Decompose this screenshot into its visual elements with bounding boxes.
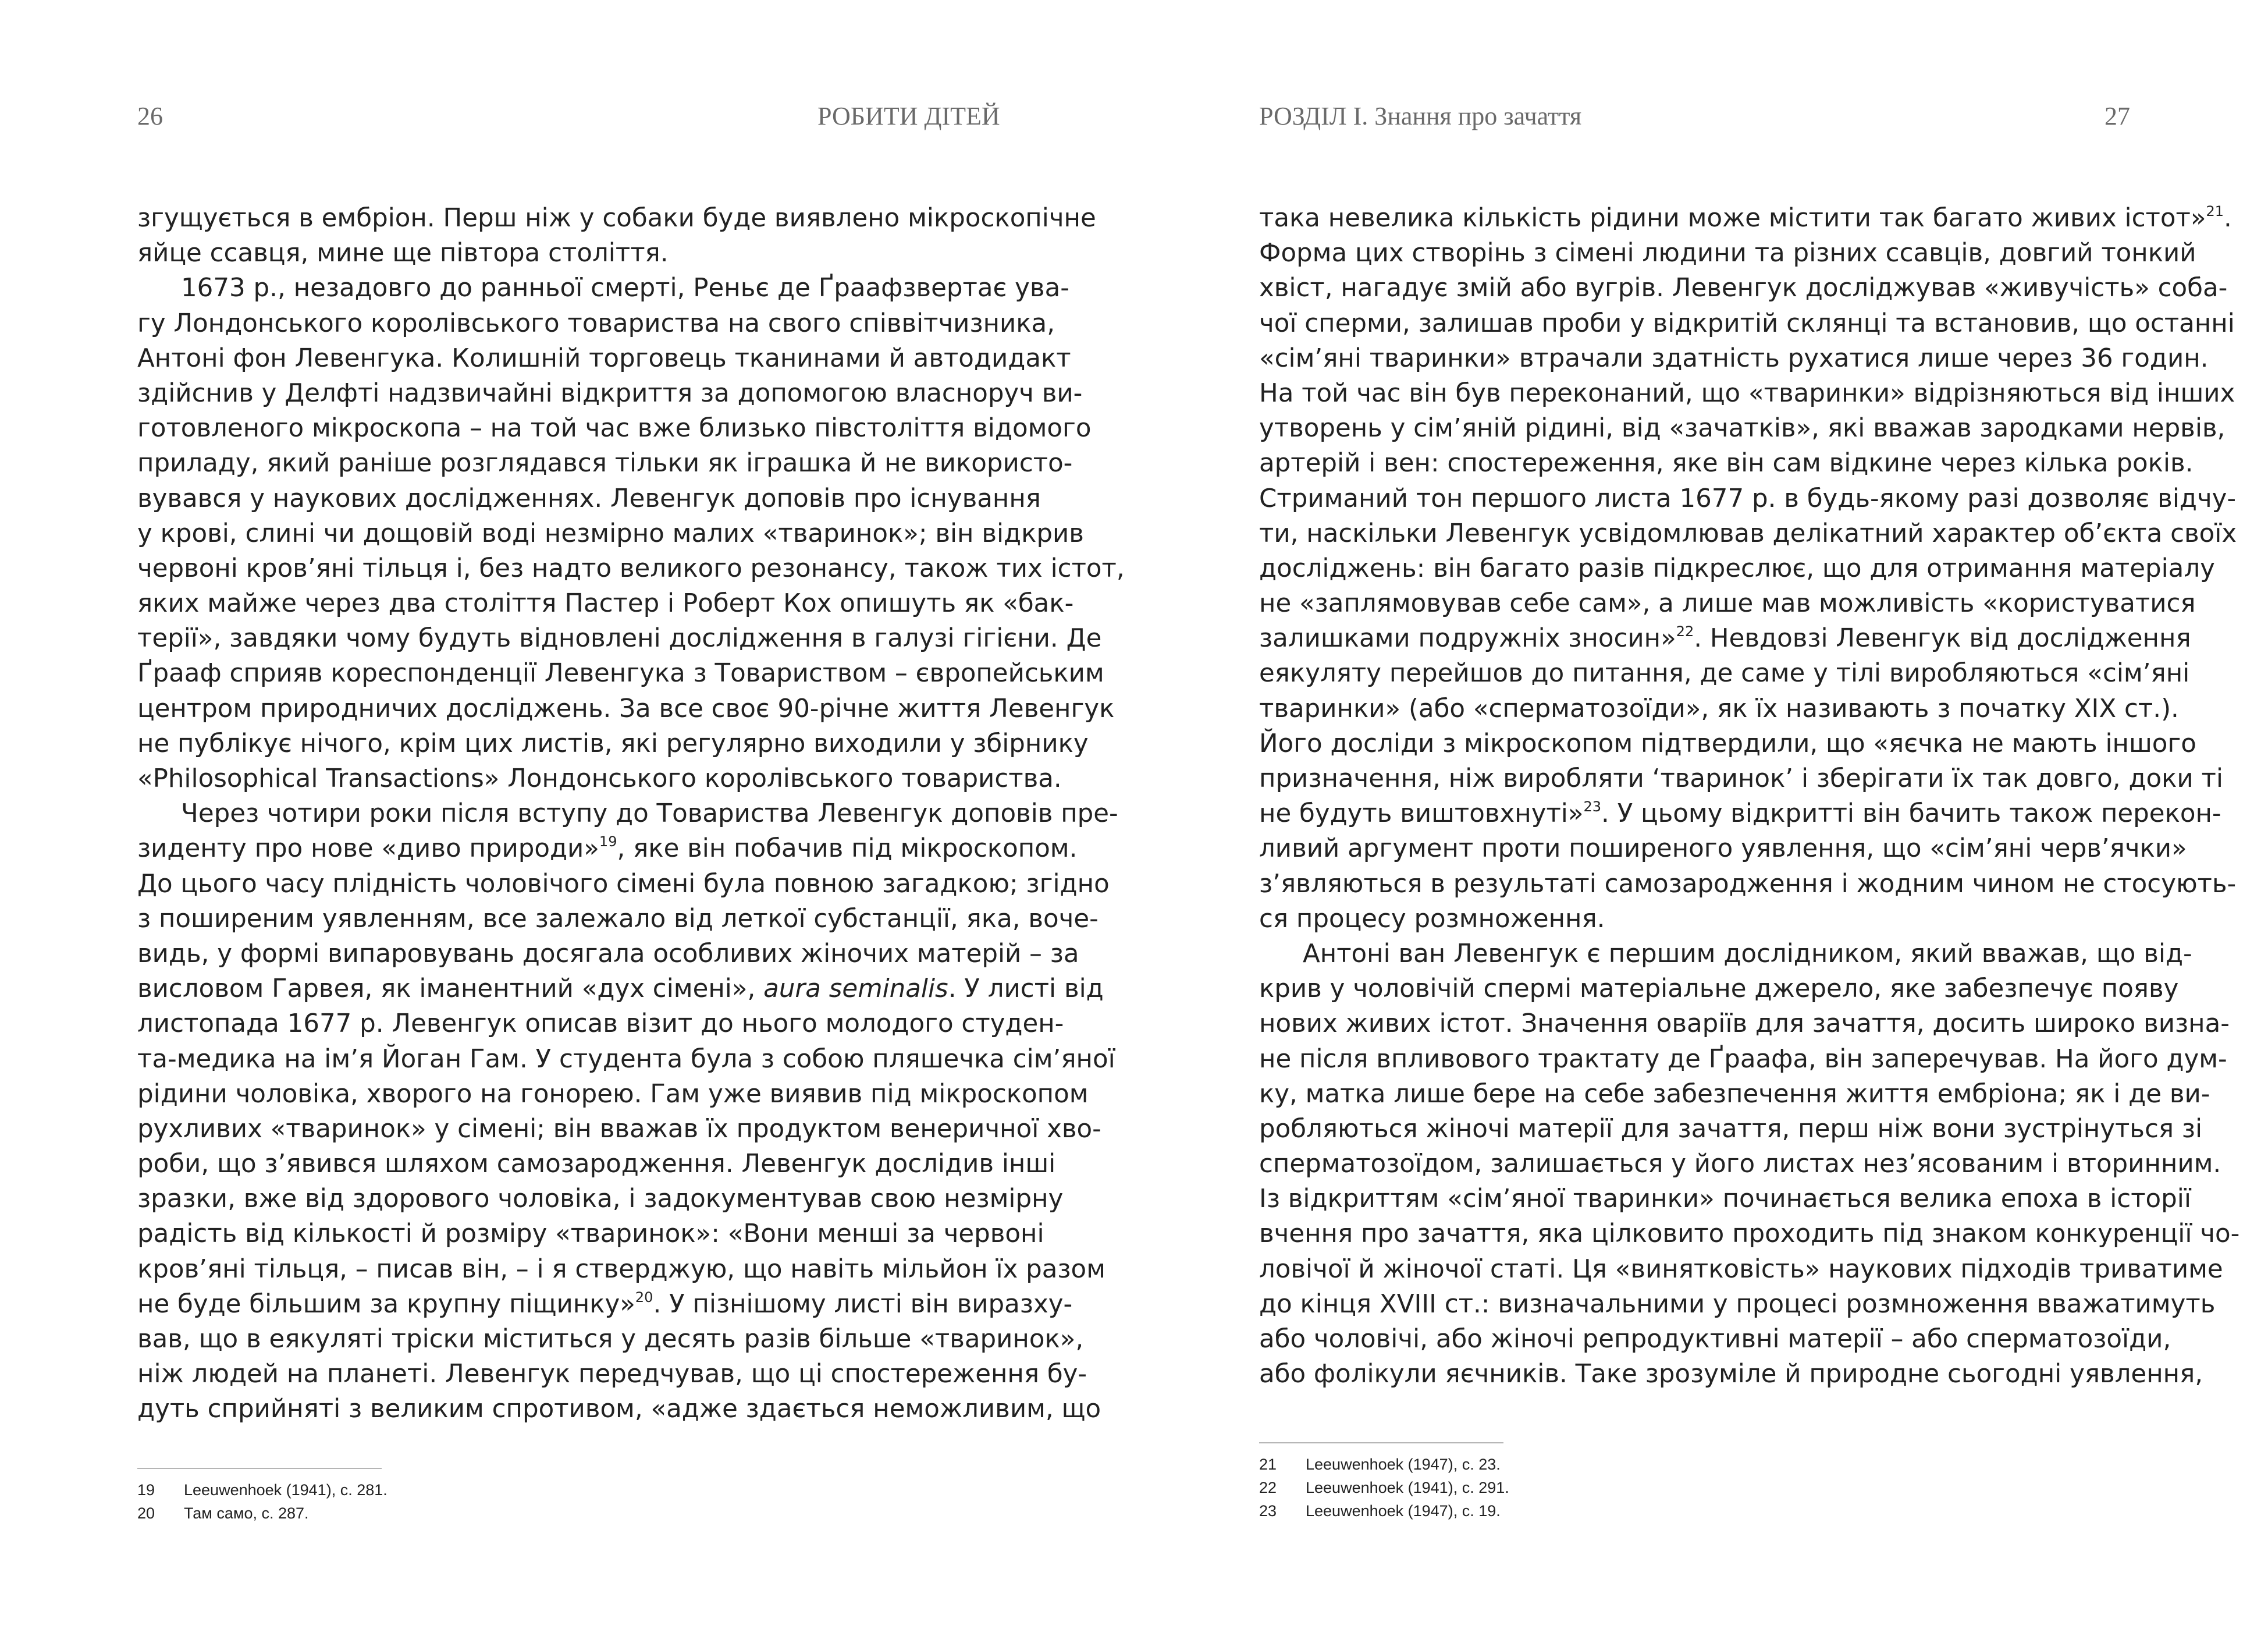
text-line: готовленого мікроскопа – на той час вже близько півстоліття відомого bbox=[137, 414, 1092, 443]
text-line bbox=[137, 971, 1104, 1006]
text-line: «сім’яні тваринки» втрачали здатність рухатися лише через 36 годин. bbox=[1259, 343, 2209, 373]
text-line: 1673 р., незадовго до ранньої смерті, Реньє де Ґраафзвертає ува- bbox=[181, 274, 1069, 303]
text-run: . bbox=[2224, 204, 2232, 233]
footnote-23 bbox=[1259, 1499, 1501, 1523]
text-line: яких майже через два століття Пастер і Роберт Кох опишуть як «бак- bbox=[137, 589, 1074, 619]
text-line bbox=[137, 831, 1078, 866]
text-line: ловічої й жіночої статі. Ця «винятковість» наукових підходів триватиме bbox=[1259, 1254, 2223, 1284]
text-line: нових живих істот. Значення оваріїв для зачаття, досить широко визна- bbox=[1259, 1009, 2230, 1039]
footnote-number: 21 bbox=[1259, 1456, 1277, 1473]
text-line: не після впливового трактату де Ґраафа, він заперечував. На його дум- bbox=[1259, 1044, 2227, 1074]
footnote-text: Leeuwenhoek (1941), с. 281. bbox=[184, 1481, 388, 1499]
text-run: . Невдовзі Левенгук від дослідження bbox=[1694, 624, 2191, 654]
footnote-ref-21[interactable]: 21 bbox=[2206, 203, 2224, 219]
footnote-text: Там само, с. 287. bbox=[184, 1504, 309, 1522]
text-line: хвіст, нагадує змій або вугрів. Левенгук досліджував «живучість» соба- bbox=[1259, 274, 2228, 303]
latin-term: aura seminalis bbox=[763, 974, 948, 1004]
text-line: ся процесу розмноження. bbox=[1259, 904, 1605, 934]
footnote-21 bbox=[1259, 1453, 1501, 1476]
text-run: не буде більшим за крупну піщинку» bbox=[137, 1289, 635, 1319]
footnote-22 bbox=[1259, 1476, 1509, 1499]
text-line: не «заплямовував себе сам», а лише мав можливість «користуватися bbox=[1259, 589, 2196, 619]
text-line: сперматозоїдом, залишається у його листах нез’ясованим і вторинним. bbox=[1259, 1149, 2221, 1179]
running-head: РОЗДІЛ І. Знання про зачаття bbox=[1259, 102, 1582, 130]
text-line: Його досліди з мікроскопом підтвердили, що «яєчка не мають іншого bbox=[1259, 729, 2196, 758]
text-line: згущується в ембріон. Перш ніж у собаки буде виявлено мікроскопічне bbox=[137, 204, 1096, 233]
text-line: з’являються в результаті самозародження і жодним чином не стосують- bbox=[1259, 869, 2237, 899]
footnote-number: 20 bbox=[137, 1504, 155, 1522]
text-line: рухливих «тваринок» у сімені; він вважав їх продуктом венеричної хво- bbox=[137, 1114, 1101, 1144]
text-run: . У листі від bbox=[948, 974, 1104, 1004]
text-line: Антоні фон Левенгука. Колишній торговець тканинами й автодидакт bbox=[137, 343, 1071, 373]
text-line: терії», завдяки чому будуть відновлені дослідження в галузі гігієни. Де bbox=[137, 624, 1102, 654]
running-head: РОБИТИ ДІТЕЙ bbox=[817, 102, 1000, 130]
footnote-ref-19[interactable]: 19 bbox=[599, 833, 617, 850]
text-line: ніж людей на планеті. Левенгук передчував, що ці спостереження бу- bbox=[137, 1360, 1087, 1389]
footnote-number: 19 bbox=[137, 1481, 155, 1499]
text-line: гу Лондонського королівського товариства на свого співвітчизника, bbox=[137, 308, 1055, 338]
text-line: «Philosophical Transactions» Лондонського королівського товариства. bbox=[137, 764, 1062, 793]
text-line: приладу, який раніше розглядався тільки як іграшка й не використо- bbox=[137, 449, 1073, 478]
text-line: до кінця XVIII ст.: визначальними у процесі розмноження вважатимуть bbox=[1259, 1289, 2216, 1319]
text-line: еякуляту перейшов до питання, де саме у тілі виробляються «сім’яні bbox=[1259, 659, 2190, 689]
text-line: Ґрааф сприяв кореспонденції Левенгука з Товариством – європейським bbox=[137, 659, 1104, 689]
footnote-ref-20[interactable]: 20 bbox=[635, 1289, 653, 1305]
text-line: робляються жіночі матерії для зачаття, перш ніж вони зустрінуться зі bbox=[1259, 1114, 2203, 1144]
footnote-text: Leeuwenhoek (1941), с. 291. bbox=[1306, 1479, 1509, 1496]
page-number: 26 bbox=[137, 102, 163, 130]
text-run: . У цьому відкритті він бачить також перекон- bbox=[1601, 799, 2221, 829]
text-line bbox=[1259, 621, 2191, 656]
text-line: та-медика на ім’я Йоган Гам. У студента була з собою пляшечка сім’яної bbox=[137, 1044, 1115, 1074]
footnote-rule bbox=[1259, 1442, 1503, 1443]
text-line: видь, у формі випаровувань досягала особливих жіночих матерій – за bbox=[137, 939, 1079, 968]
text-line: яйце ссавця, мине ще півтора століття. bbox=[137, 239, 669, 268]
footnote-20 bbox=[137, 1502, 309, 1525]
text-line: радість від кількості й розміру «тваринок»: «Вони менші за червоні bbox=[137, 1219, 1044, 1249]
text-line: у крові, слині чи дощовій воді незмірно малих «тваринок»; він відкрив bbox=[137, 519, 1084, 548]
text-line: або чоловічі, або жіночі репродуктивні матерії – або сперматозоїди, bbox=[1259, 1325, 2171, 1354]
text-line: вувався у наукових дослідженнях. Левенгук доповів про існування bbox=[137, 484, 1041, 513]
text-line: Стриманий тон першого листа 1677 р. в будь-якому разі дозволяє відчу- bbox=[1259, 484, 2237, 513]
body-text bbox=[137, 201, 1125, 1427]
text-line: ливий аргумент проти поширеного уявлення, що «сім’яні черв’ячки» bbox=[1259, 834, 2187, 864]
text-line: артерій і вен: спостереження, яке він сам відкине через кілька років. bbox=[1259, 449, 2194, 478]
footnote-ref-23[interactable]: 23 bbox=[1583, 799, 1602, 815]
text-line: утворень у сім’яній рідині, від «зачатків», які вважав зародками нервів, bbox=[1259, 414, 2226, 443]
footnote-text: Leeuwenhoek (1947), с. 23. bbox=[1306, 1456, 1501, 1473]
text-line: рідини чоловіка, хворого на гонорею. Гам уже виявив під мікроскопом bbox=[137, 1079, 1089, 1109]
text-run: висловом Гарвея, як іманентний «дух сімені», bbox=[137, 974, 764, 1004]
text-line: не публікує нічого, крім цих листів, які регулярно виходили у збірнику bbox=[137, 729, 1089, 758]
text-run: , яке він побачив під мікроскопом. bbox=[617, 834, 1078, 864]
text-line: ку, матка лише бере на себе забезпечення життя ембріона; як і де ви- bbox=[1259, 1079, 2210, 1109]
text-line: ти, наскільки Левенгук усвідомлював делікатний характер об’єкта своїх bbox=[1259, 519, 2237, 548]
text-line: Форма цих створінь з сімені людини та різних ссавців, довгий тонкий bbox=[1259, 239, 2196, 268]
text-line bbox=[137, 1287, 1073, 1322]
text-line: досліджень: він багато разів підкреслює, що для отримання матеріалу bbox=[1259, 553, 2215, 583]
text-run: зиденту про нове «диво природи» bbox=[137, 834, 599, 864]
text-line: крив у чоловічій спермі матеріальне джерело, яке забезпечує появу bbox=[1259, 974, 2179, 1004]
text-line: вав, що в еякуляті тріски міститься у десять разів більше «тваринок», bbox=[137, 1325, 1084, 1354]
text-line: На той час він був переконаний, що «тваринки» відрізняються від інших bbox=[1259, 378, 2235, 408]
text-line: центром природничих досліджень. За все своє 90-річне життя Левенгук bbox=[137, 694, 1115, 723]
text-line: тваринки» (або «сперматозоїди», як їх називають з початку ХІХ ст.). bbox=[1259, 694, 2179, 723]
text-run: залишками подружніх зносин» bbox=[1259, 624, 1676, 654]
text-line bbox=[1259, 201, 2232, 236]
body-text-right bbox=[1259, 201, 2240, 1392]
text-run: . У пізнішому листі він виразху- bbox=[653, 1289, 1073, 1319]
text-line bbox=[1259, 796, 2221, 831]
text-line: Із відкриттям «сім’яної тваринки» починається велика епоха в історії bbox=[1259, 1184, 2191, 1214]
text-line: Через чотири роки після вступу до Товариства Левенгук доповів пре- bbox=[181, 799, 1118, 829]
text-line: кров’яні тільця, – писав він, – і я стверджую, що навіть мільйон їх разом bbox=[137, 1254, 1105, 1284]
footnote-ref-22[interactable]: 22 bbox=[1676, 623, 1694, 640]
text-line: чої сперми, залишав проби у відкритій склянці та встановив, що останні bbox=[1259, 308, 2235, 338]
text-run: не будуть виштовхнуті» bbox=[1259, 799, 1584, 829]
text-line: призначення, ніж виробляти ‘тваринок’ і зберігати їх так довго, доки ті bbox=[1259, 764, 2223, 793]
footnote-text: Leeuwenhoek (1947), с. 19. bbox=[1306, 1502, 1501, 1520]
text-line: або фолікули яєчників. Таке зрозуміле й природне сьогодні уявлення, bbox=[1259, 1360, 2203, 1389]
text-line: з поширеним уявленням, все залежало від леткої субстанції, яка, воче- bbox=[137, 904, 1099, 934]
footnote-rule bbox=[137, 1468, 382, 1469]
text-line: До цього часу плідність чоловічого сімені була повною загадкою; згідно bbox=[137, 869, 1110, 899]
text-line: здійснив у Делфті надзвичайні відкриття за допомогою власноруч ви- bbox=[137, 378, 1083, 408]
text-line: червоні кров’яні тільця і, без надто великого резонансу, також тих істот, bbox=[137, 553, 1125, 583]
text-line: дуть сприйняті з великим спротивом, «адже здається неможливим, що bbox=[137, 1394, 1101, 1424]
footnote-number: 23 bbox=[1259, 1502, 1277, 1520]
text-run: така невелика кількість рідини може містити так багато живих істот» bbox=[1259, 204, 2206, 233]
text-line: Антоні ван Левенгук є першим дослідником, який вважав, що від- bbox=[1303, 939, 2192, 968]
footnote-19 bbox=[137, 1478, 388, 1502]
page-number: 27 bbox=[2105, 102, 2130, 130]
text-line: листопада 1677 р. Левенгук описав візит до нього молодого студен- bbox=[137, 1009, 1064, 1039]
text-line: вчення про зачаття, яка цілковито проходить під знаком конкуренції чо- bbox=[1259, 1219, 2240, 1249]
text-line: роби, що з’явився шляхом самозародження. Левенгук дослідив інші bbox=[137, 1149, 1056, 1179]
text-line: зразки, вже від здорового чоловіка, і задокументував свою незмірну bbox=[137, 1184, 1064, 1214]
footnote-number: 22 bbox=[1259, 1479, 1277, 1496]
